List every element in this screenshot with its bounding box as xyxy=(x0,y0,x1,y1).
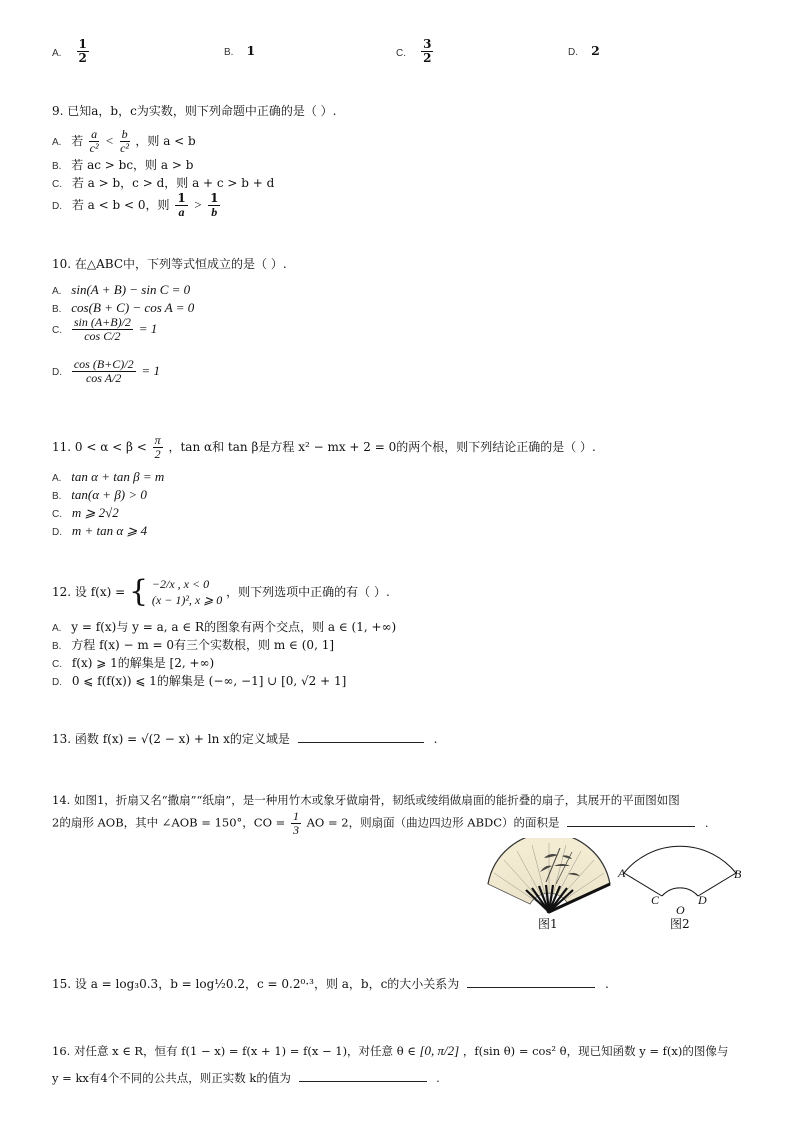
q8-option-c xyxy=(396,38,435,65)
fan-illustration xyxy=(484,838,614,918)
option-value: 2 xyxy=(591,43,600,58)
q14-line2: 2的扇形 AOB，其中 ∠AOB = 150°，CO = $\frac{1}{3}$ AO = 2，则扇面（曲边四边形 ABDC）的面积是 . xyxy=(52,809,709,837)
q12-option-d: D. 0 ⩽ f(f(x)) ⩽ 1的解集是 (−∞, −1] ∪ [0, √2 + 1] xyxy=(52,674,347,688)
q8-option-b xyxy=(224,40,255,59)
piecewise-brace: { xyxy=(128,574,149,609)
point-label-o: O xyxy=(676,903,685,917)
q11-option-b: B. tan(α + β) > 0 xyxy=(52,487,147,502)
q12-option-b: B. 方程 f(x) − m = 0有三个实数根，则 m ∈ (0, 1] xyxy=(52,638,335,652)
fraction: $\frac{3}{2}$ xyxy=(423,37,432,65)
point-label-a: A xyxy=(618,866,626,880)
q10-option-c: C. $\frac{\sin (A+B)/2}{\text{cos C/2}}$ = 1 xyxy=(52,315,158,343)
q8-option-a xyxy=(52,38,91,65)
answer-blank[interactable] xyxy=(299,1069,427,1082)
sector-diagram xyxy=(612,826,748,918)
fraction: $\frac{\sin (A+B)/2}{\text{cos C/2}}$ xyxy=(73,315,131,343)
q11-option-a: A. tan α + tan β = m xyxy=(52,469,165,484)
answer-blank[interactable] xyxy=(467,975,595,988)
q9-option-b: B. 若 ac > bc，则 a > b xyxy=(52,158,194,172)
answer-blank[interactable] xyxy=(567,814,695,827)
fraction: $\frac{1}{b}$ xyxy=(210,191,219,219)
q15-stem: 15. 设 a = log₃0.3，b = log½0.2，c = 0.2⁰·³，则 a，b，c的大小关系为 . xyxy=(52,977,609,991)
fraction: $\frac{1}{3}$ xyxy=(292,809,299,837)
piecewise-cases: −2/x , x < 0 (x − 1)², x ⩾ 0 xyxy=(151,577,223,607)
fraction: $\frac{\pi}{2}$ xyxy=(154,433,161,461)
option-letter: B. xyxy=(224,47,234,58)
fraction: $\frac{b}{\text{c²}}$ xyxy=(120,127,130,155)
option-letter: D. xyxy=(568,47,578,58)
q14-line1: 14. 如图1，折扇又名“撒扇”“纸扇”，是一种用竹木或象牙做扇骨，韧纸或绫绢做扇面的能折叠的扇子，其展开的平面图如图 xyxy=(52,793,680,807)
q12-option-c: C. f(x) ⩾ 1的解集是 [2, +∞) xyxy=(52,656,215,670)
q16-line1: 16. 对任意 x ∈ R，恒有 f(1 − x) = f(x + 1) = f(x − 1)，对任意 θ ∈ [0, π/2] ，f(sin θ) = cos² θ，现已知函数 y = f(x)的图像与 xyxy=(52,1043,729,1058)
q10-stem: 10. 在△ABC中，下列等式恒成立的是（ ）. xyxy=(52,257,287,271)
q9-option-a: A. 若 $\frac{a}{\text{c²}}$ < $\frac{b}{\text{c²}}$ ，则 a < b xyxy=(52,127,196,155)
fraction: $\frac{\cos (B+C)/2}{\text{cos A/2}}$ xyxy=(73,357,134,385)
point-label-b: B xyxy=(734,867,742,881)
q9-stem: 9. 已知a，b，c为实数，则下列命题中正确的是（ ）. xyxy=(52,104,337,118)
fraction: $\frac{1}{a}$ xyxy=(177,191,186,219)
q10-option-d: D. $\frac{\cos (B+C)/2}{\text{cos A/2}}$ = 1 xyxy=(52,357,160,385)
q10-option-a: A. sin(A + B) − sin C = 0 xyxy=(52,282,191,297)
fraction: $\frac{a}{\text{c²}}$ xyxy=(89,127,99,155)
figure2-caption: 图2 xyxy=(670,917,690,931)
point-label-d: D xyxy=(698,893,707,907)
figure1-caption: 图1 xyxy=(538,917,558,931)
q16-line2: y = kx有4个不同的公共点，则正实数 k的值为 . xyxy=(52,1071,440,1085)
q12-stem: 12. 设 f(x) = { −2/x , x < 0 (x − 1)², x ⩾ 0 ，则下列选项中正确的有（ ）. xyxy=(52,574,390,609)
fraction: $\frac{1}{2}$ xyxy=(78,37,87,65)
option-letter: A. xyxy=(52,48,62,59)
q12-option-a: A. y = f(x)与 y = a, a ∈ R的图象有两个交点，则 a ∈ (1, +∞) xyxy=(52,620,397,634)
q11-option-c: C. m ⩾ 2√2 xyxy=(52,505,119,520)
q10-option-b: B. cos(B + C) − cos A = 0 xyxy=(52,300,195,315)
q9-option-c: C. 若 a > b，c > d，则 a + c > b + d xyxy=(52,176,275,190)
q9-option-d: D. 若 a < b < 0，则 $\frac{1}{a}$ > $\frac{1}{b}$ xyxy=(52,191,219,219)
answer-blank[interactable] xyxy=(298,730,424,743)
q11-option-d: D. m + tan α ⩾ 4 xyxy=(52,523,148,538)
option-letter: C. xyxy=(396,48,406,59)
q11-stem: 11. 0 < α < β < $\frac{\pi}{2}$ ，tan α和 tan β是方程 x² − mx + 2 = 0的两个根，则下列结论正确的是（ ）. xyxy=(52,433,596,461)
q8-option-d xyxy=(568,40,600,59)
option-value: 1 xyxy=(246,43,256,58)
q13-stem: 13. 函数 f(x) = √(2 − x) + ln x的定义域是 . xyxy=(52,732,438,746)
point-label-c: C xyxy=(651,893,660,907)
